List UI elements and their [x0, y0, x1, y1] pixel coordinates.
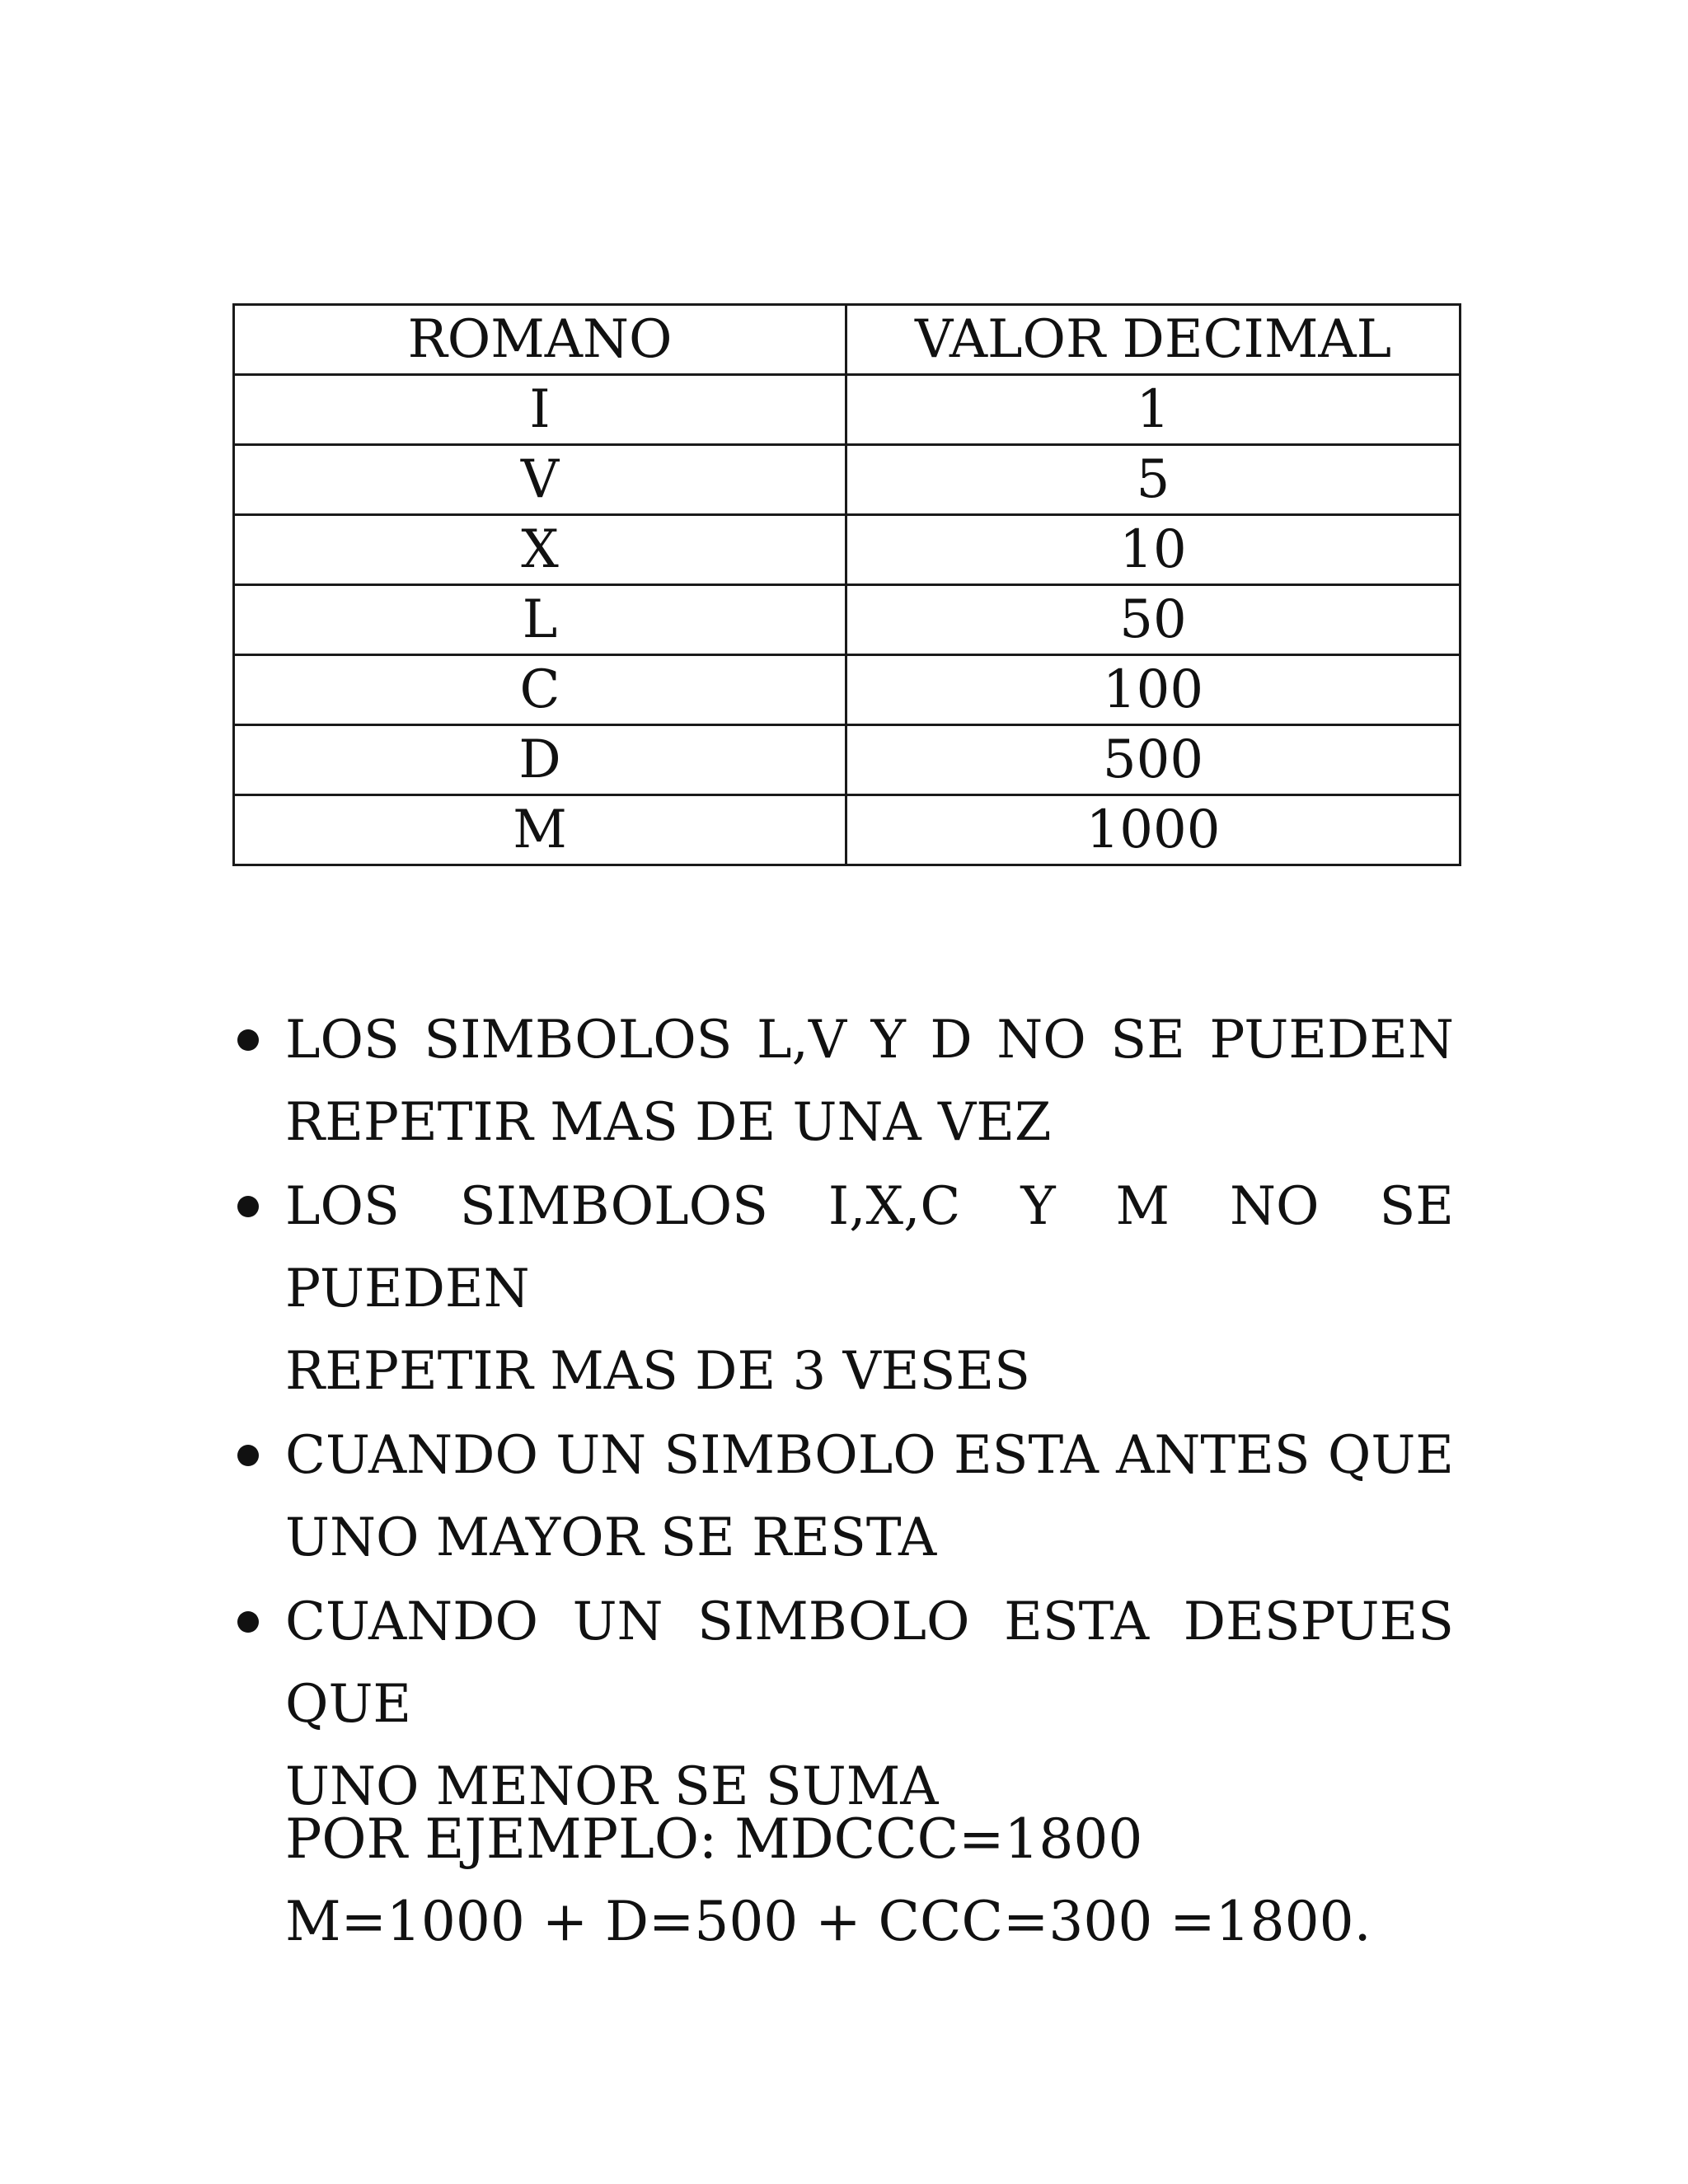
cell-decimal: 1000 — [846, 795, 1461, 865]
rule-line: UNO MAYOR SE RESTA — [285, 1507, 937, 1568]
rule-line: LOS SIMBOLOS L,V Y D NO SE PUEDEN — [285, 1010, 1454, 1071]
cell-roman: D — [234, 725, 846, 795]
list-item — [232, 999, 1454, 1164]
rule-line: LOS SIMBOLOS I,X,C Y M NO SE PUEDEN — [285, 1176, 1454, 1319]
rule-line: REPETIR MAS DE UNA VEZ — [285, 1092, 1052, 1153]
cell-decimal: 1 — [846, 375, 1461, 445]
cell-roman: C — [234, 655, 846, 725]
table-row — [234, 445, 1461, 515]
table-row — [234, 795, 1461, 865]
table-row — [234, 585, 1461, 655]
list-item — [232, 1581, 1454, 1828]
table-row — [234, 375, 1461, 445]
list-item — [232, 1414, 1454, 1579]
cell-roman: L — [234, 585, 846, 655]
list-item — [232, 1165, 1454, 1413]
table-row — [234, 725, 1461, 795]
example-title: POR EJEMPLO: MDCCC=1800 — [285, 1807, 1143, 1871]
table-row — [234, 515, 1461, 585]
cell-decimal: 5 — [846, 445, 1461, 515]
bullet-icon — [237, 1611, 259, 1633]
rule-line: CUANDO UN SIMBOLO ESTA DESPUES QUE — [285, 1591, 1454, 1735]
rule-line: UNO MENOR SE SUMA — [285, 1756, 939, 1817]
cell-decimal: 10 — [846, 515, 1461, 585]
cell-roman: I — [234, 375, 846, 445]
rule-line: REPETIR MAS DE 3 VESES — [285, 1341, 1030, 1402]
bullet-icon — [237, 1445, 259, 1466]
example-block — [285, 1798, 1439, 1963]
header-decimal: VALOR DECIMAL — [846, 305, 1461, 375]
cell-roman: X — [234, 515, 846, 585]
bullet-icon — [237, 1196, 259, 1217]
header-roman: ROMANO — [234, 305, 846, 375]
cell-decimal: 50 — [846, 585, 1461, 655]
example-calculation: M=1000 + D=500 + CCC=300 =1800. — [285, 1890, 1372, 1953]
roman-numeral-table — [232, 303, 1461, 866]
rules-list — [232, 999, 1454, 1830]
rule-line: CUANDO UN SIMBOLO ESTA ANTES QUE — [285, 1425, 1454, 1486]
cell-roman: M — [234, 795, 846, 865]
cell-roman: V — [234, 445, 846, 515]
bullet-icon — [237, 1029, 259, 1051]
cell-decimal: 100 — [846, 655, 1461, 725]
cell-decimal: 500 — [846, 725, 1461, 795]
table-row — [234, 655, 1461, 725]
table-header-row — [234, 305, 1461, 375]
